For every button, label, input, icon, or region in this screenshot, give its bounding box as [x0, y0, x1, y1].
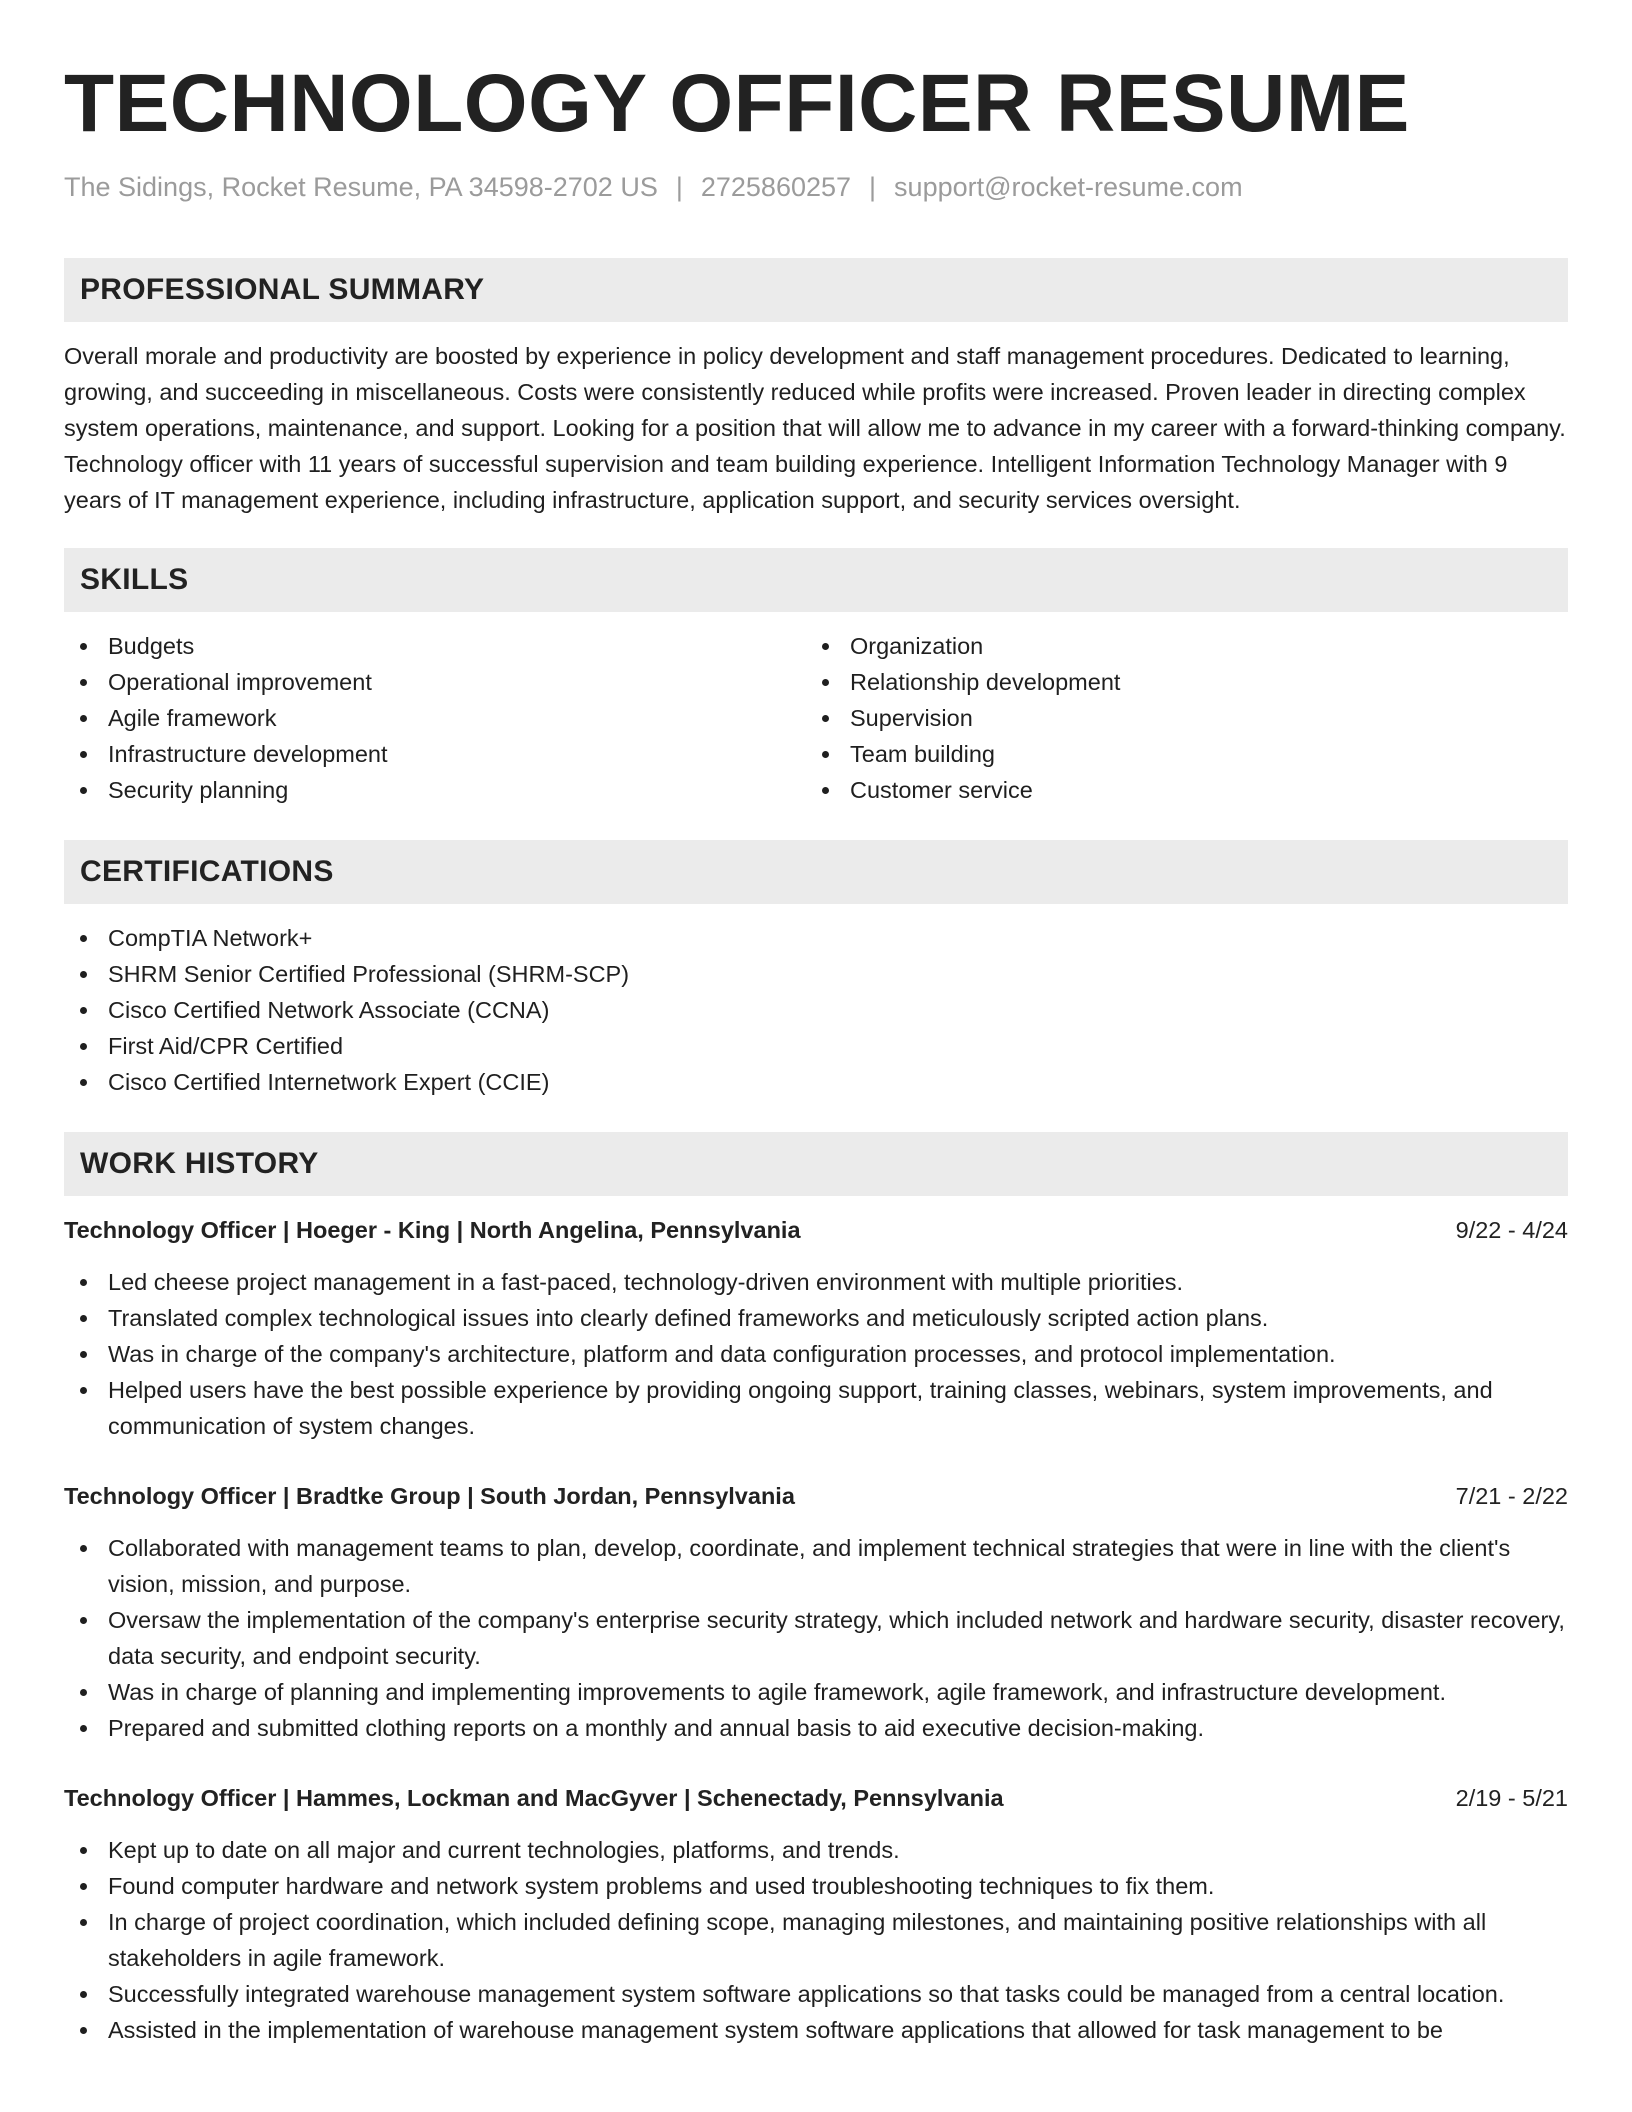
- contact-address: The Sidings, Rocket Resume, PA 34598-2702 US: [64, 172, 658, 202]
- section-heading-summary: PROFESSIONAL SUMMARY: [64, 258, 1568, 322]
- summary-text: Overall morale and productivity are boosted by experience in policy development and staff management procedures. Dedicated to learning, growing, and succeeding in miscellaneous. Costs were consistently reduced while profits were increased. Proven leader in directing complex system operations, maintenance, and support. Looking for a position that will allow me to advance in my career with a forward-thinking company. Technology officer with 11 years of successful supervision and team building experience. Intelligent Information Technology Manager with 9 years of IT management experience, including infrastructure, application support, and security services oversight.: [64, 343, 1566, 513]
- job-dates: 7/21 - 2/22: [1455, 1483, 1568, 1509]
- section-heading-work-history: WORK HISTORY: [64, 1132, 1568, 1196]
- skill-item: Agile framework: [64, 700, 806, 736]
- job-bullet: Found computer hardware and network system problems and used troubleshooting techniques to fix them.: [64, 1868, 1568, 1904]
- job-bullet: In charge of project coordination, which included defining scope, managing milestones, and maintaining positive relationships with all stakeholders in agile framework.: [64, 1904, 1568, 1976]
- job-bullet: Was in charge of the company's architecture, platform and data configuration processes, and protocol implementation.: [64, 1336, 1568, 1372]
- contact-separator: |: [869, 172, 877, 202]
- certification-item: First Aid/CPR Certified: [64, 1028, 1568, 1064]
- job-title: Technology Officer | Bradtke Group | South Jordan, Pennsylvania: [64, 1483, 795, 1509]
- job-bullet: Helped users have the best possible experience by providing ongoing support, training classes, webinars, system improvements, and communication of system changes.: [64, 1372, 1568, 1444]
- job-bullet: Oversaw the implementation of the company's enterprise security strategy, which included network and hardware security, disaster recovery, data security, and endpoint security.: [64, 1602, 1568, 1674]
- job-dates: 9/22 - 4/24: [1455, 1217, 1568, 1243]
- job-title: Technology Officer | Hoeger - King | North Angelina, Pennsylvania: [64, 1217, 801, 1243]
- job-bullet: Led cheese project management in a fast-paced, technology-driven environment with multiple priorities.: [64, 1264, 1568, 1300]
- job-bullet: Prepared and submitted clothing reports on a monthly and annual basis to aid executive decision-making.: [64, 1710, 1568, 1746]
- job-bullets: [64, 1832, 1568, 2048]
- skill-item: Supervision: [806, 700, 1548, 736]
- skills-column-right: [806, 628, 1548, 808]
- job-bullet: Was in charge of planning and implementing improvements to agile framework, agile framework, and infrastructure development.: [64, 1674, 1568, 1710]
- certification-item: CompTIA Network+: [64, 920, 1568, 956]
- skill-item: Organization: [806, 628, 1548, 664]
- job-entry: [64, 1780, 1568, 2048]
- certification-item: Cisco Certified Network Associate (CCNA): [64, 992, 1568, 1028]
- job-title: Technology Officer | Hammes, Lockman and MacGyver | Schenectady, Pennsylvania: [64, 1785, 1004, 1811]
- contact-email: support@rocket-resume.com: [894, 172, 1243, 202]
- contact-separator: |: [675, 172, 683, 202]
- job-entry: [64, 1212, 1568, 1444]
- job-bullets: [64, 1264, 1568, 1444]
- contact-phone: 2725860257: [700, 172, 852, 202]
- certification-item: Cisco Certified Internetwork Expert (CCIE): [64, 1064, 1568, 1100]
- skill-item: Operational improvement: [64, 664, 806, 700]
- job-bullets: [64, 1530, 1568, 1746]
- job-bullet: Translated complex technological issues into clearly defined frameworks and meticulously scripted action plans.: [64, 1300, 1568, 1336]
- skills-grid: [64, 628, 1568, 808]
- job-dates: 2/19 - 5/21: [1455, 1785, 1568, 1811]
- job-bullet: Collaborated with management teams to plan, develop, coordinate, and implement technical strategies that were in line with the client's vision, mission, and purpose.: [64, 1530, 1568, 1602]
- skill-item: Infrastructure development: [64, 736, 806, 772]
- job-header: [64, 1212, 1568, 1248]
- skill-item: Budgets: [64, 628, 806, 664]
- resume-title: TECHNOLOGY OFFICER RESUME: [64, 58, 1410, 149]
- job-entry: [64, 1478, 1568, 1746]
- certification-item: SHRM Senior Certified Professional (SHRM-SCP): [64, 956, 1568, 992]
- skills-column-left: [64, 628, 806, 808]
- contact-line: [64, 170, 1568, 204]
- job-header: [64, 1780, 1568, 1816]
- job-bullet: Kept up to date on all major and current technologies, platforms, and trends.: [64, 1832, 1568, 1868]
- job-header: [64, 1478, 1568, 1514]
- skill-item: Relationship development: [806, 664, 1548, 700]
- skill-item: Customer service: [806, 772, 1548, 808]
- skill-item: Security planning: [64, 772, 806, 808]
- job-bullet: Assisted in the implementation of warehouse management system software applications that allowed for task management to be: [64, 2012, 1568, 2048]
- certifications-list: [64, 920, 1568, 1100]
- job-bullet: Successfully integrated warehouse management system software applications so that tasks could be managed from a central location.: [64, 1976, 1568, 2012]
- skill-item: Team building: [806, 736, 1548, 772]
- section-heading-certifications: CERTIFICATIONS: [64, 840, 1568, 904]
- section-heading-skills: SKILLS: [64, 548, 1568, 612]
